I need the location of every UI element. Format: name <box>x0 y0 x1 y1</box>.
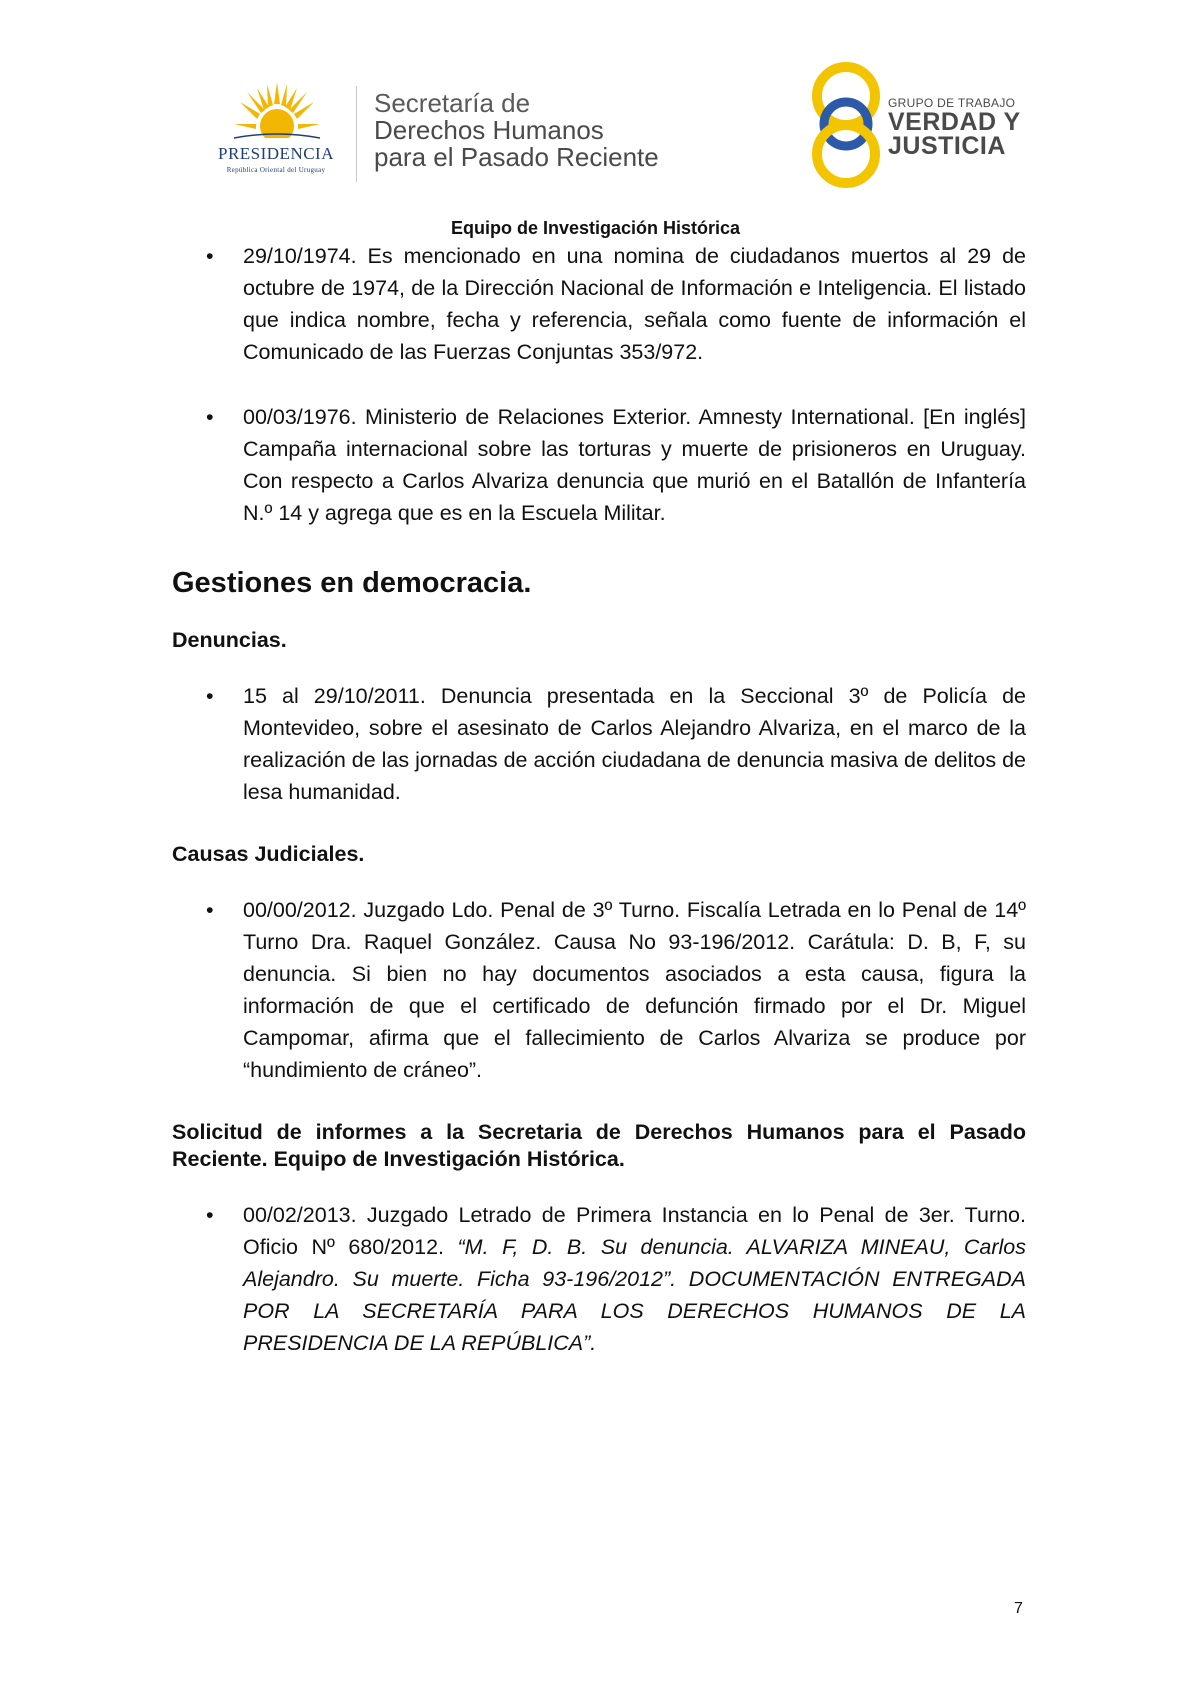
subheading-denuncias: Denuncias. <box>172 628 287 652</box>
page-number: 7 <box>1014 1600 1023 1617</box>
list-item-text: 00/03/1976. Ministerio de Relaciones Exterior. Amnesty International. [En inglés] Campaña internacional sobre las torturas y muerte de prisioneros en Uruguay. Con respecto a Carlos Alvariza denuncia que murió en el Batallón de Infantería N.º 14 y agrega que es en la Escuela Militar. <box>243 405 1026 525</box>
secretaria-line-1: Secretaría de <box>374 88 531 118</box>
bullet-icon: • <box>206 684 214 708</box>
list-item-italic-text: “M. F, D. B. Su denuncia. ALVARIZA MINEAU, Carlos Alejandro. Su muerte. Ficha 93-196/2012”. DOCUMENTACIÓN ENTREGADA POR LA SECRETARÍA PARA LOS DERECHOS HUMANOS DE LA PRESIDENCIA DE LA REPÚBLICA”. <box>243 1235 1026 1355</box>
logo-divider <box>356 86 357 182</box>
secretaria-logo-text <box>374 90 659 171</box>
presidencia-wordmark: PRESIDENCIA <box>217 144 334 163</box>
bullet-icon: • <box>206 244 214 268</box>
section-heading-gestiones: Gestiones en democracia. <box>172 567 532 599</box>
list-item-text: 29/10/1974. Es mencionado en una nomina de ciudadanos muertos al 29 de octubre de 1974, de la Dirección Nacional de Información e Inteligencia. El listado que indica nombre, fecha y referencia, señala como fuente de información el Comunicado de las Fuerzas Conjuntas 353/972. <box>243 244 1026 364</box>
presidencia-subtitle: República Oriental del Uruguay <box>226 166 326 174</box>
document-body <box>172 240 1026 1359</box>
subheading-causas-judiciales: Causas Judiciales. <box>172 842 365 866</box>
team-heading: Equipo de Investigación Histórica <box>450 218 741 238</box>
list-item-text: 00/00/2012. Juzgado Ldo. Penal de 3º Turno. Fiscalía Letrada en lo Penal de 14º Turno Dra. Raquel González. Causa No 93-196/2012. Carátula: D. B, F, su denuncia. Si bien no hay documentos asociados a esta causa, figura la información de que el certificado de defunción firmado por el Dr. Miguel Campomar, afirma que el fallecimiento de Carlos Alvariza se produce por “hundimiento de cráneo”. <box>243 898 1026 1082</box>
bullet-icon: • <box>206 1203 214 1227</box>
list-item <box>172 894 1026 1086</box>
verdad-label: VERDAD Y <box>888 108 1021 136</box>
list-item <box>172 1199 1026 1359</box>
grupo-trabajo-label: GRUPO DE TRABAJO <box>888 96 1016 110</box>
secretaria-line-3: para el Pasado Reciente <box>374 142 659 172</box>
list-item <box>172 680 1026 808</box>
grupo-trabajo-logo <box>806 60 1026 190</box>
list-item-text: 00/02/2013. Juzgado Letrado de Primera Instancia en lo Penal de 3er. Turno. Oficio Nº 680/2012. <box>243 1203 1026 1259</box>
bullet-icon: • <box>206 898 214 922</box>
list-item <box>172 240 1026 368</box>
page-header <box>0 0 1191 238</box>
list-item <box>172 401 1026 529</box>
presidencia-logo <box>196 80 356 180</box>
bullet-icon: • <box>206 405 214 429</box>
justicia-label: JUSTICIA <box>888 132 1006 160</box>
list-item-text: 15 al 29/10/2011. Denuncia presentada en la Seccional 3º de Policía de Montevideo, sobre el asesinato de Carlos Alejandro Alvariza, en el marco de la realización de las jornadas de acción ciudadana de denuncia masiva de delitos de lesa humanidad. <box>243 684 1026 804</box>
interlocking-rings-icon <box>806 60 886 190</box>
sun-emblem-icon <box>232 80 322 150</box>
subheading-solicitud-informes: Solicitud de informes a la Secretaria de Derechos Humanos para el Pasado Reciente. Equipo de Investigación Histórica. <box>172 1120 1026 1171</box>
secretaria-line-2: Derechos Humanos <box>374 115 604 145</box>
